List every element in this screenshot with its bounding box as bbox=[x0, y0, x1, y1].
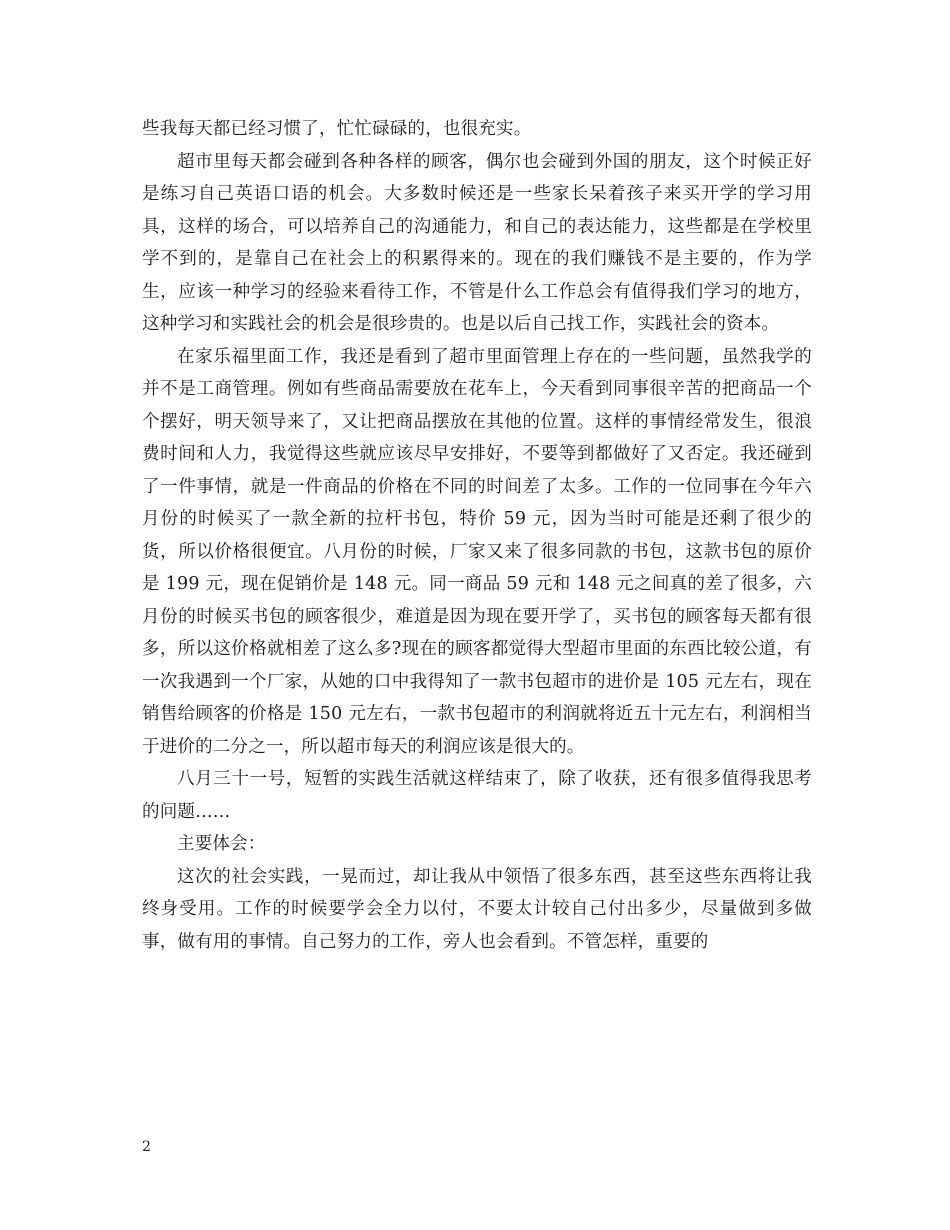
paragraph-1: 些我每天都已经习惯了，忙忙碌碌的，也很充实。 bbox=[142, 119, 532, 139]
paragraph-2: 超市里每天都会碰到各种各样的顾客，偶尔也会碰到外国的朋友，这个时候正好是练习自己英语口语的机会。大多数时候还是一些家长呆着孩子来买开学的学习用具，这样的场合，可以培养自己的沟通能力，和自己的表达能力，这些都是在学校里学不到的，是靠自己在社会上的积累得来的。现在的我们赚钱不是主要的，作为学生，应该一种学习的经验来看待工作，不管是什么工作总会有值得我们学习的地方，这种学习和实践社会的机会是很珍贵的。也是以后自己找工作，实践社会的资本。 bbox=[142, 151, 812, 334]
paragraph-4: 八月三十一号，短暂的实践生活就这样结束了，除了收获，还有很多值得我思考的问题…… bbox=[142, 769, 812, 822]
document-body bbox=[142, 113, 812, 958]
page-number: 2 bbox=[142, 1139, 151, 1155]
paragraph-6: 这次的社会实践，一晃而过，却让我从中领悟了很多东西，甚至这些东西将让我终身受用。工作的时候要学会全力以付，不要太计较自己付出多少，尽量做到多做事，做有用的事情。自己努力的工作，旁人也会看到。不管怎样，重要的 bbox=[142, 866, 812, 952]
paragraph-3: 在家乐福里面工作，我还是看到了超市里面管理上存在的一些问题，虽然我学的并不是工商管理。例如有些商品需要放在花车上，今天看到同事很辛苦的把商品一个个摆好，明天领导来了，又让把商品摆放在其他的位置。这样的事情经常发生，很浪费时间和人力，我觉得这些就应该尽早安排好，不要等到都做好了又否定。我还碰到了一件事情，就是一件商品的价格在不同的时间差了太多。工作的一位同事在今年六月份的时候买了一款全新的拉杆书包，特价 59 元，因为当时可能是还剩了很少的货，所以价格很便宜。八月份的时候，厂家又来了很多同款的书包，这款书包的原价是 199 元，现在促销价是 148 元。同一商品 59 元和 148 元之间真的差了很多，六月份的时候买书包的顾客很少，难道是因为现在要开学了，买书包的顾客每天都有很多，所以这价格就相差了这么多?现在的顾客都觉得大型超市里面的东西比较公道，有一次我遇到一个厂家，从她的口中我得知了一款书包超市的进价是 105 元左右，现在销售给顾客的价格是 150 元左右，一款书包超市的利润就将近五十元左右，利润相当于进价的二分之一，所以超市每天的利润应该是很大的。 bbox=[142, 346, 812, 757]
paragraph-heading-main-experience: 主要体会： bbox=[177, 834, 266, 854]
